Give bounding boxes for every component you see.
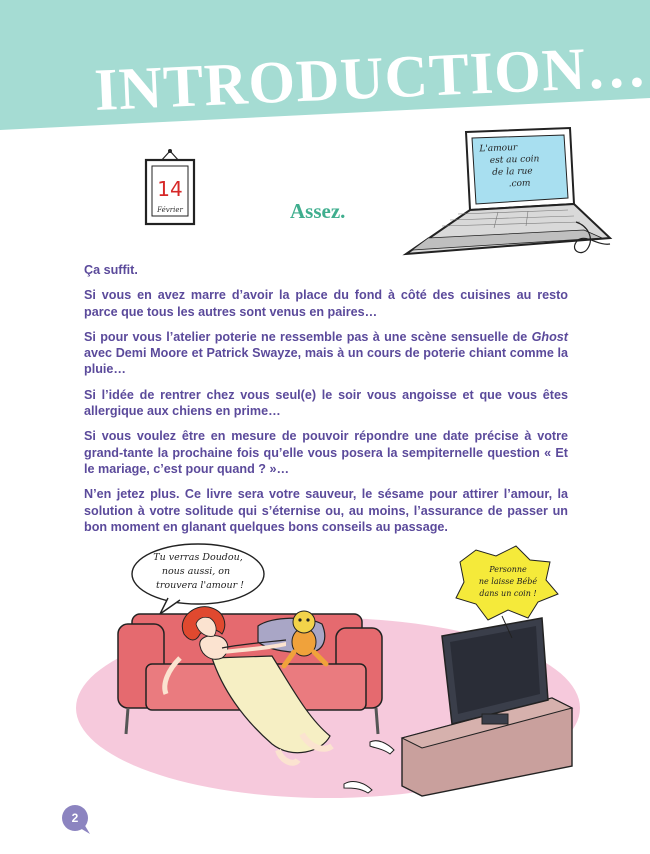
paragraph-3: Si pour vous l’atelier poterie ne ressemble pas à une scène sensuelle de Ghost avec Demi Moore et Patrick Swayze, mais à un cours de poterie chiant comme la pluie… (84, 329, 568, 377)
body-text (84, 262, 568, 544)
paragraph-4: Si l’idée de rentrer chez vous seul(e) le soir vous angoisse et que vous êtes allergique aux chiens en prime… (84, 387, 568, 419)
speech-bubble (132, 544, 264, 614)
tv-bubble-line-1: Personne (489, 565, 527, 574)
tv-bubble-line-2: ne laisse Bébé (478, 577, 538, 586)
paragraph-2: Si vous en avez marre d’avoir la place du fond à côté des cuisines au resto parce que tous les autres sont venus en paires… (84, 288, 568, 319)
paragraph-6: N’en jetez plus. Ce livre sera votre sauveur, le sésame pour attirer l’amour, la solution à votre solitude qui s’éternise ou, au moins, l’assurance de passer un bon moment en glanant quelques bons conseils au passage. (84, 487, 568, 534)
laptop-line-3: de la rue (492, 166, 533, 178)
section-heading: Assez. (290, 199, 346, 223)
calendar-illustration (140, 148, 200, 228)
laptop-line-4: .com (508, 178, 531, 190)
paragraph-1: Ça suffit. (84, 263, 138, 277)
tv-bubble-line-3: dans un coin ! (479, 589, 537, 598)
sofa-scene-illustration (72, 538, 592, 798)
calendar-month: Février (157, 206, 183, 214)
page-number: 2 (71, 811, 79, 825)
movie-title: Ghost (531, 329, 568, 344)
speech-line-2: nous aussi, on (161, 566, 231, 577)
page-title: INTRODUCTION… (93, 32, 649, 124)
speech-line-1: Tu verras Doudou, (153, 552, 243, 563)
laptop-line-1: L'amour (479, 143, 518, 155)
laptop-illustration (398, 126, 614, 266)
speech-line-3: trouvera l'amour ! (156, 580, 244, 591)
calendar-day: 14 (157, 177, 183, 201)
paragraph-5: Si vous voulez être en mesure de pouvoir répondre une date précise à votre grand-tante la prochaine fois qu’elle vous posera la sempiternelle question « Et le mariage, c’est pour quand ? »… (84, 429, 568, 476)
laptop-line-2: est au coin (489, 154, 540, 166)
